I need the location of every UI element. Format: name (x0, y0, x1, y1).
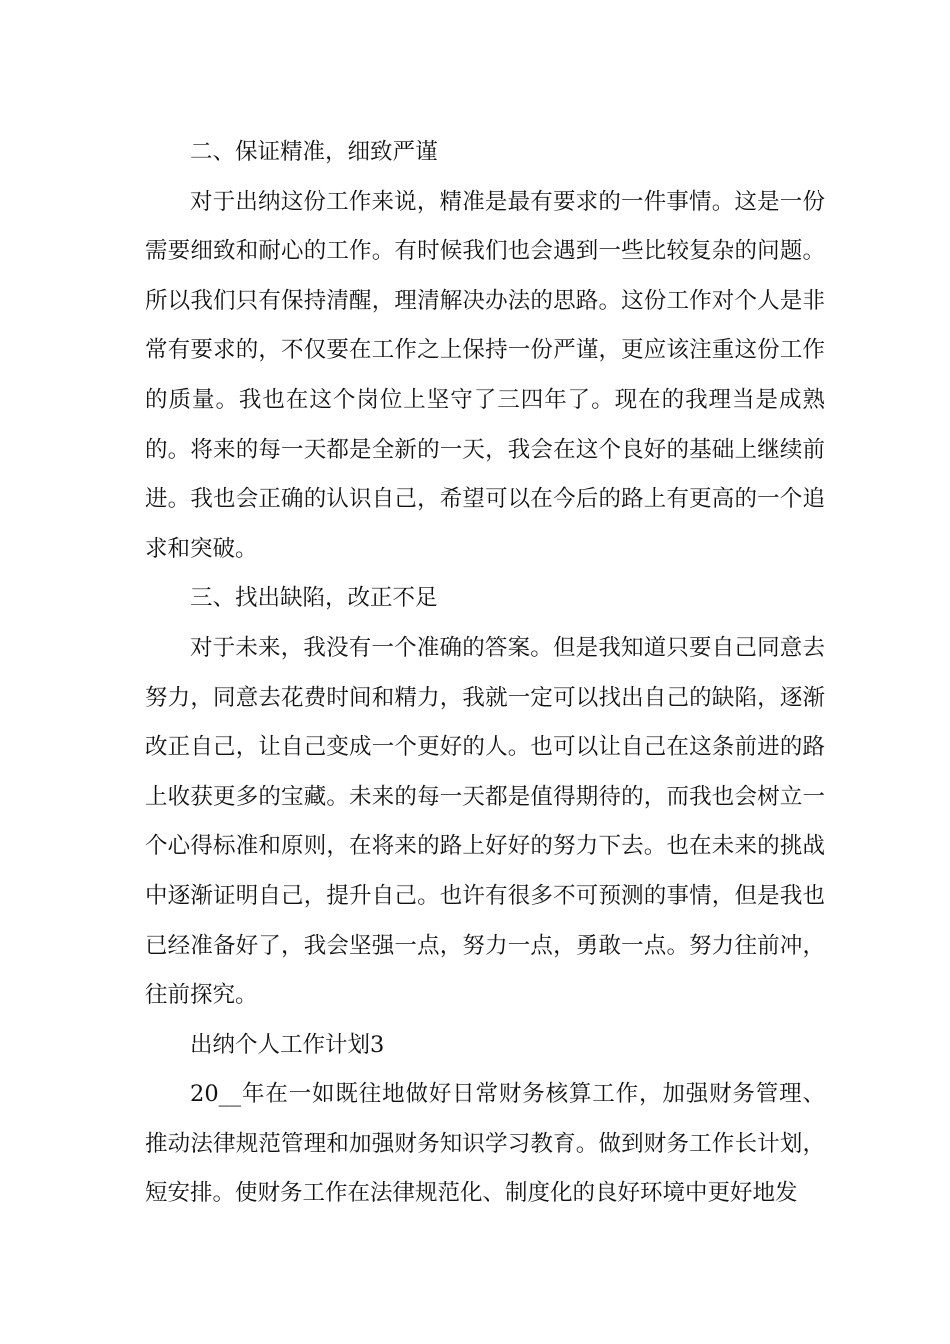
section-heading-3: 三、找出缺陷，改正不足 (190, 585, 438, 612)
paragraph-precision: 对于出纳这份工作来说，精准是最有要求的一件事情。这是一份需要细致和耐心的工作。有时候我们也会遇到一些比较复杂的问题。所以我们只有保持清醒，理清解决办法的思路。这份工作对个人是非常有要求的，不仅要在工作之上保持一份严谨，更应该注重这份工作的质量。我也在这个岗位上坚守了三四年了。现在的我理当是成熟的。将来的每一天都是全新的一天，我会在这个良好的基础上继续前进。我也会正确的认识自己，希望可以在今后的路上有更高的一个追求和突破。 (145, 188, 825, 562)
plan-title-3: 出纳个人工作计划3 (190, 1031, 385, 1058)
section-heading-2: 二、保证精准，细致严谨 (190, 139, 438, 165)
document-body (145, 128, 825, 1219)
paragraph-future: 对于未来，我没有一个准确的答案。但是我知道只要自己同意去努力，同意去花费时间和精力，我就一定可以找出自己的缺陷，逐渐改正自己，让自己变成一个更好的人。也可以让自己在这条前进的路上收获更多的宝藏。未来的每一天都是值得期待的，而我也会树立一个心得标准和原则，在将来的路上好好的努力下去。也在未来的挑战中逐渐证明自己，提升自己。也许有很多不可预测的事情，但是我也已经准备好了，我会坚强一点，努力一点，勇敢一点。努力往前冲，往前探究。 (145, 634, 825, 1009)
paragraph-plan-intro: 20__年在一如既往地做好日常财务核算工作，加强财务管理、推动法律规范管理和加强财务知识学习教育。做到财务工作长计划，短安排。使财务工作在法律规范化、制度化的良好环境中更好地发 (145, 1081, 825, 1207)
